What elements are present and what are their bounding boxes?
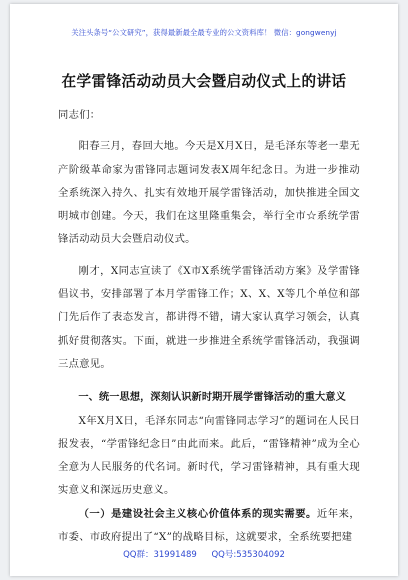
body-paragraph <box>58 503 360 550</box>
header-banner: 关注头条号“公文研究”，获得最新最全最专业的公文资料库！ 微信：gongwenyj <box>71 28 337 37</box>
footer-contacts <box>10 548 398 560</box>
body-paragraph: 阳春三月，春回大地。今天是X月X日，是毛泽东等老一辈无产阶级革命家为雷锋同志题词发表X周年纪念日。为进一步推动全系统深入持久、扎实有效地开展学雷锋活动，加快推进全国文明城市创建。今天，我们在这里隆重集会，举行全市☆系统学雷锋活动动员大会暨启动仪式。 <box>58 140 360 246</box>
footer-qq: QQ号:535304092 <box>211 550 285 560</box>
body-paragraph: X年X月X日，毛泽东同志“向雷锋同志学习”的题词在人民日报发表，“学雷锋纪念日”由此而来。此后，“雷锋精神”成为全心全意为人民服务的代名词。新时代，学习雷锋精神，具有重大现实意义和深远历史意义。 <box>58 414 360 497</box>
footer-qq-group: QQ群：31991489 <box>123 550 197 560</box>
section-heading: 一、统一思想，深刻认识新时期开展学雷锋活动的重大意义 <box>78 392 346 404</box>
document-body <box>58 104 360 549</box>
page-title: 在学雷锋活动动员大会暨启动仪式上的讲话 <box>61 73 347 90</box>
salutation: 同志们： <box>58 109 101 121</box>
subsection-heading: （一）是建设社会主义核心价值体系的现实需要。 <box>78 507 317 520</box>
subsection-text: 近年来，市委、市政府提出了“X”的战略目标，这就要求，全系统要把建 <box>58 507 360 544</box>
document-page <box>10 4 398 576</box>
body-paragraph: 刚才，X同志宣读了《X市X系统学雷锋活动方案》及学雷锋倡议书，安排部署了本月学雷锋工作；X、X、X等几个单位和部门先后作了表态发言，都讲得不错，请大家认真学习领会，认真抓好贯彻落实。下面，就进一步推进全系统学雷锋活动，我强调三点意见。 <box>58 264 360 370</box>
